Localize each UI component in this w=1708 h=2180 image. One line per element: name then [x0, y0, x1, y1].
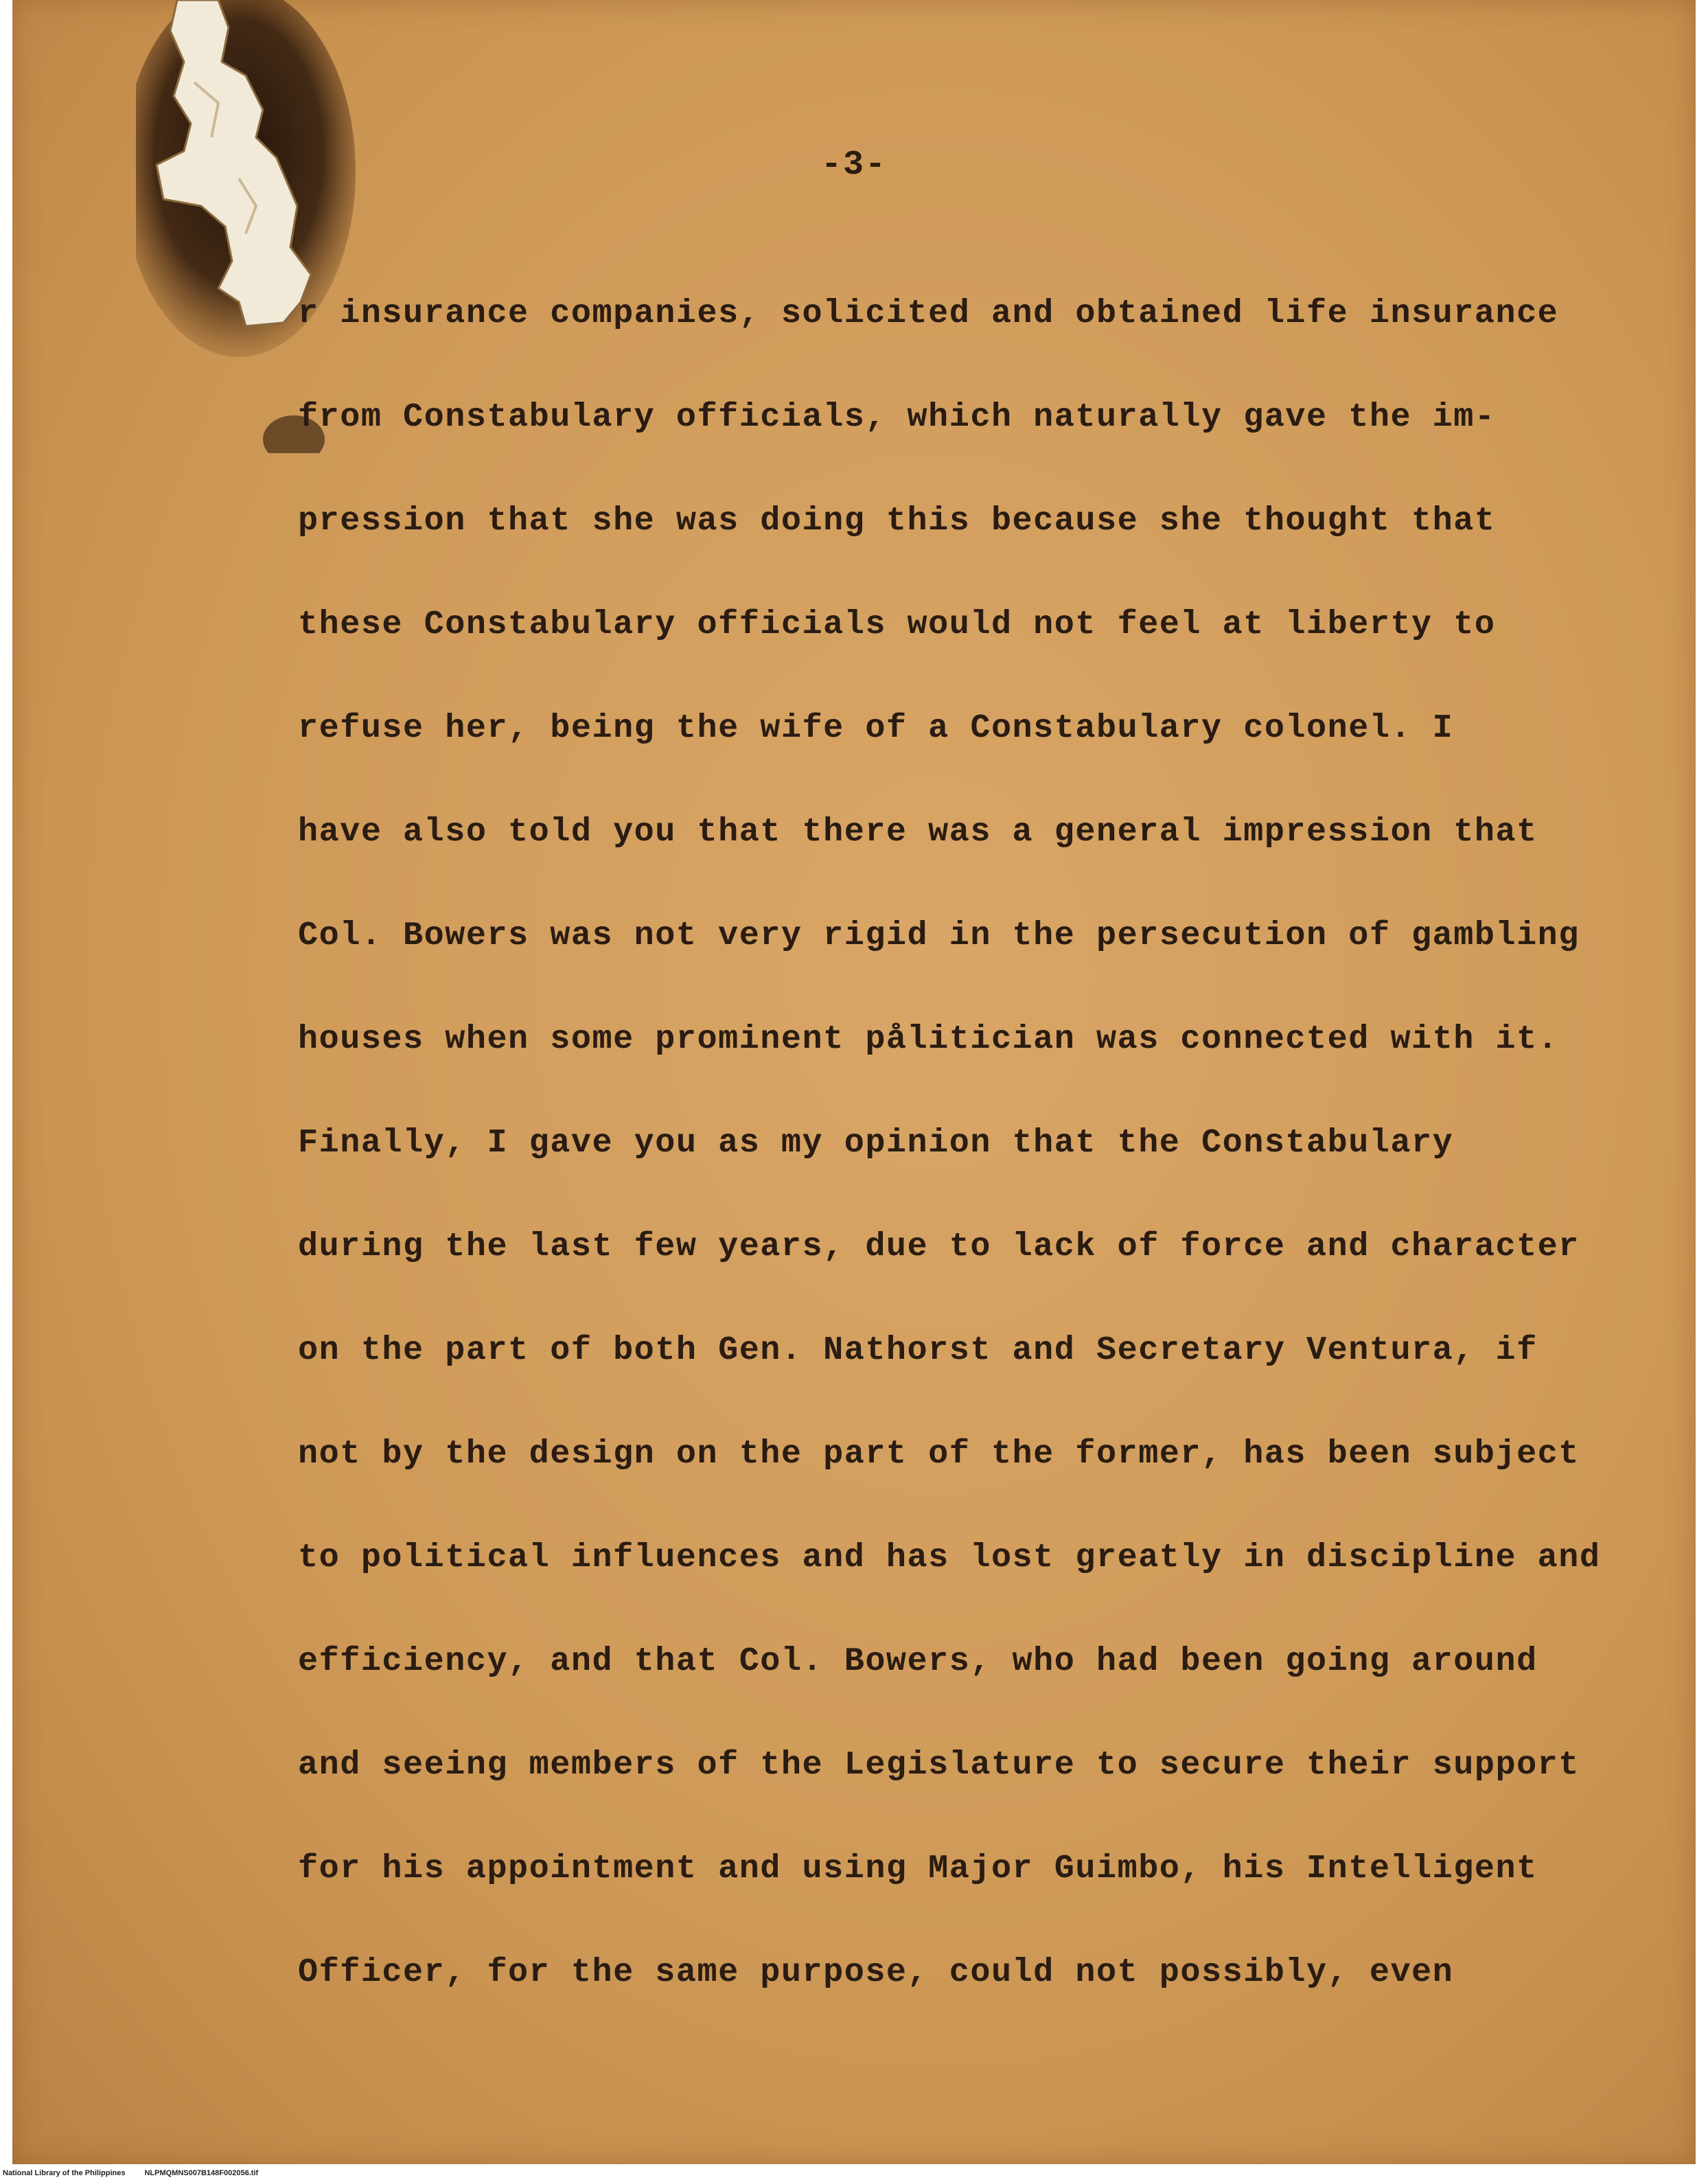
page-number: -3- [820, 146, 887, 185]
text-line: on the part of both Gen. Nathorst and Secretary Ventura, if [298, 1331, 1538, 1369]
text-line: to political influences and has lost greatly in discipline and [298, 1539, 1601, 1576]
text-line: Col. Bowers was not very rigid in the persecution of gambling [298, 917, 1580, 954]
text-line: r insurance companies, solicited and obtained life insurance [298, 295, 1559, 332]
text-line: and seeing members of the Legislature to secure their support [298, 1746, 1580, 1784]
burn-damage-mark [136, 0, 362, 453]
text-line: from Constabulary officials, which naturally gave the im- [298, 398, 1496, 436]
footer-file-id: NLPMQMNS007B148F002056.tif [144, 2169, 259, 2177]
text-line: Officer, for the same purpose, could not possibly, even [298, 1953, 1454, 1991]
scan-footer-caption [3, 2169, 258, 2177]
text-line: during the last few years, due to lack of force and character [298, 1228, 1580, 1265]
text-line: not by the design on the part of the former, has been subject [298, 1435, 1580, 1473]
footer-library-name: National Library of the Philippines [3, 2169, 126, 2177]
text-line: these Constabulary officials would not feel at liberty to [298, 606, 1496, 643]
text-line: refuse her, being the wife of a Constabulary colonel. I [298, 709, 1454, 747]
text-line: have also told you that there was a general impression that [298, 813, 1538, 851]
text-line: pression that she was doing this because she thought that [298, 502, 1496, 540]
text-line: for his appointment and using Major Guimbo, his Intelligent [298, 1850, 1538, 1888]
text-line: houses when some prominent pålitician was connected with it. [298, 1020, 1559, 1058]
document-page [12, 0, 1696, 2164]
text-line: Finally, I gave you as my opinion that the Constabulary [298, 1124, 1454, 1162]
text-line: efficiency, and that Col. Bowers, who had been going around [298, 1642, 1538, 1680]
